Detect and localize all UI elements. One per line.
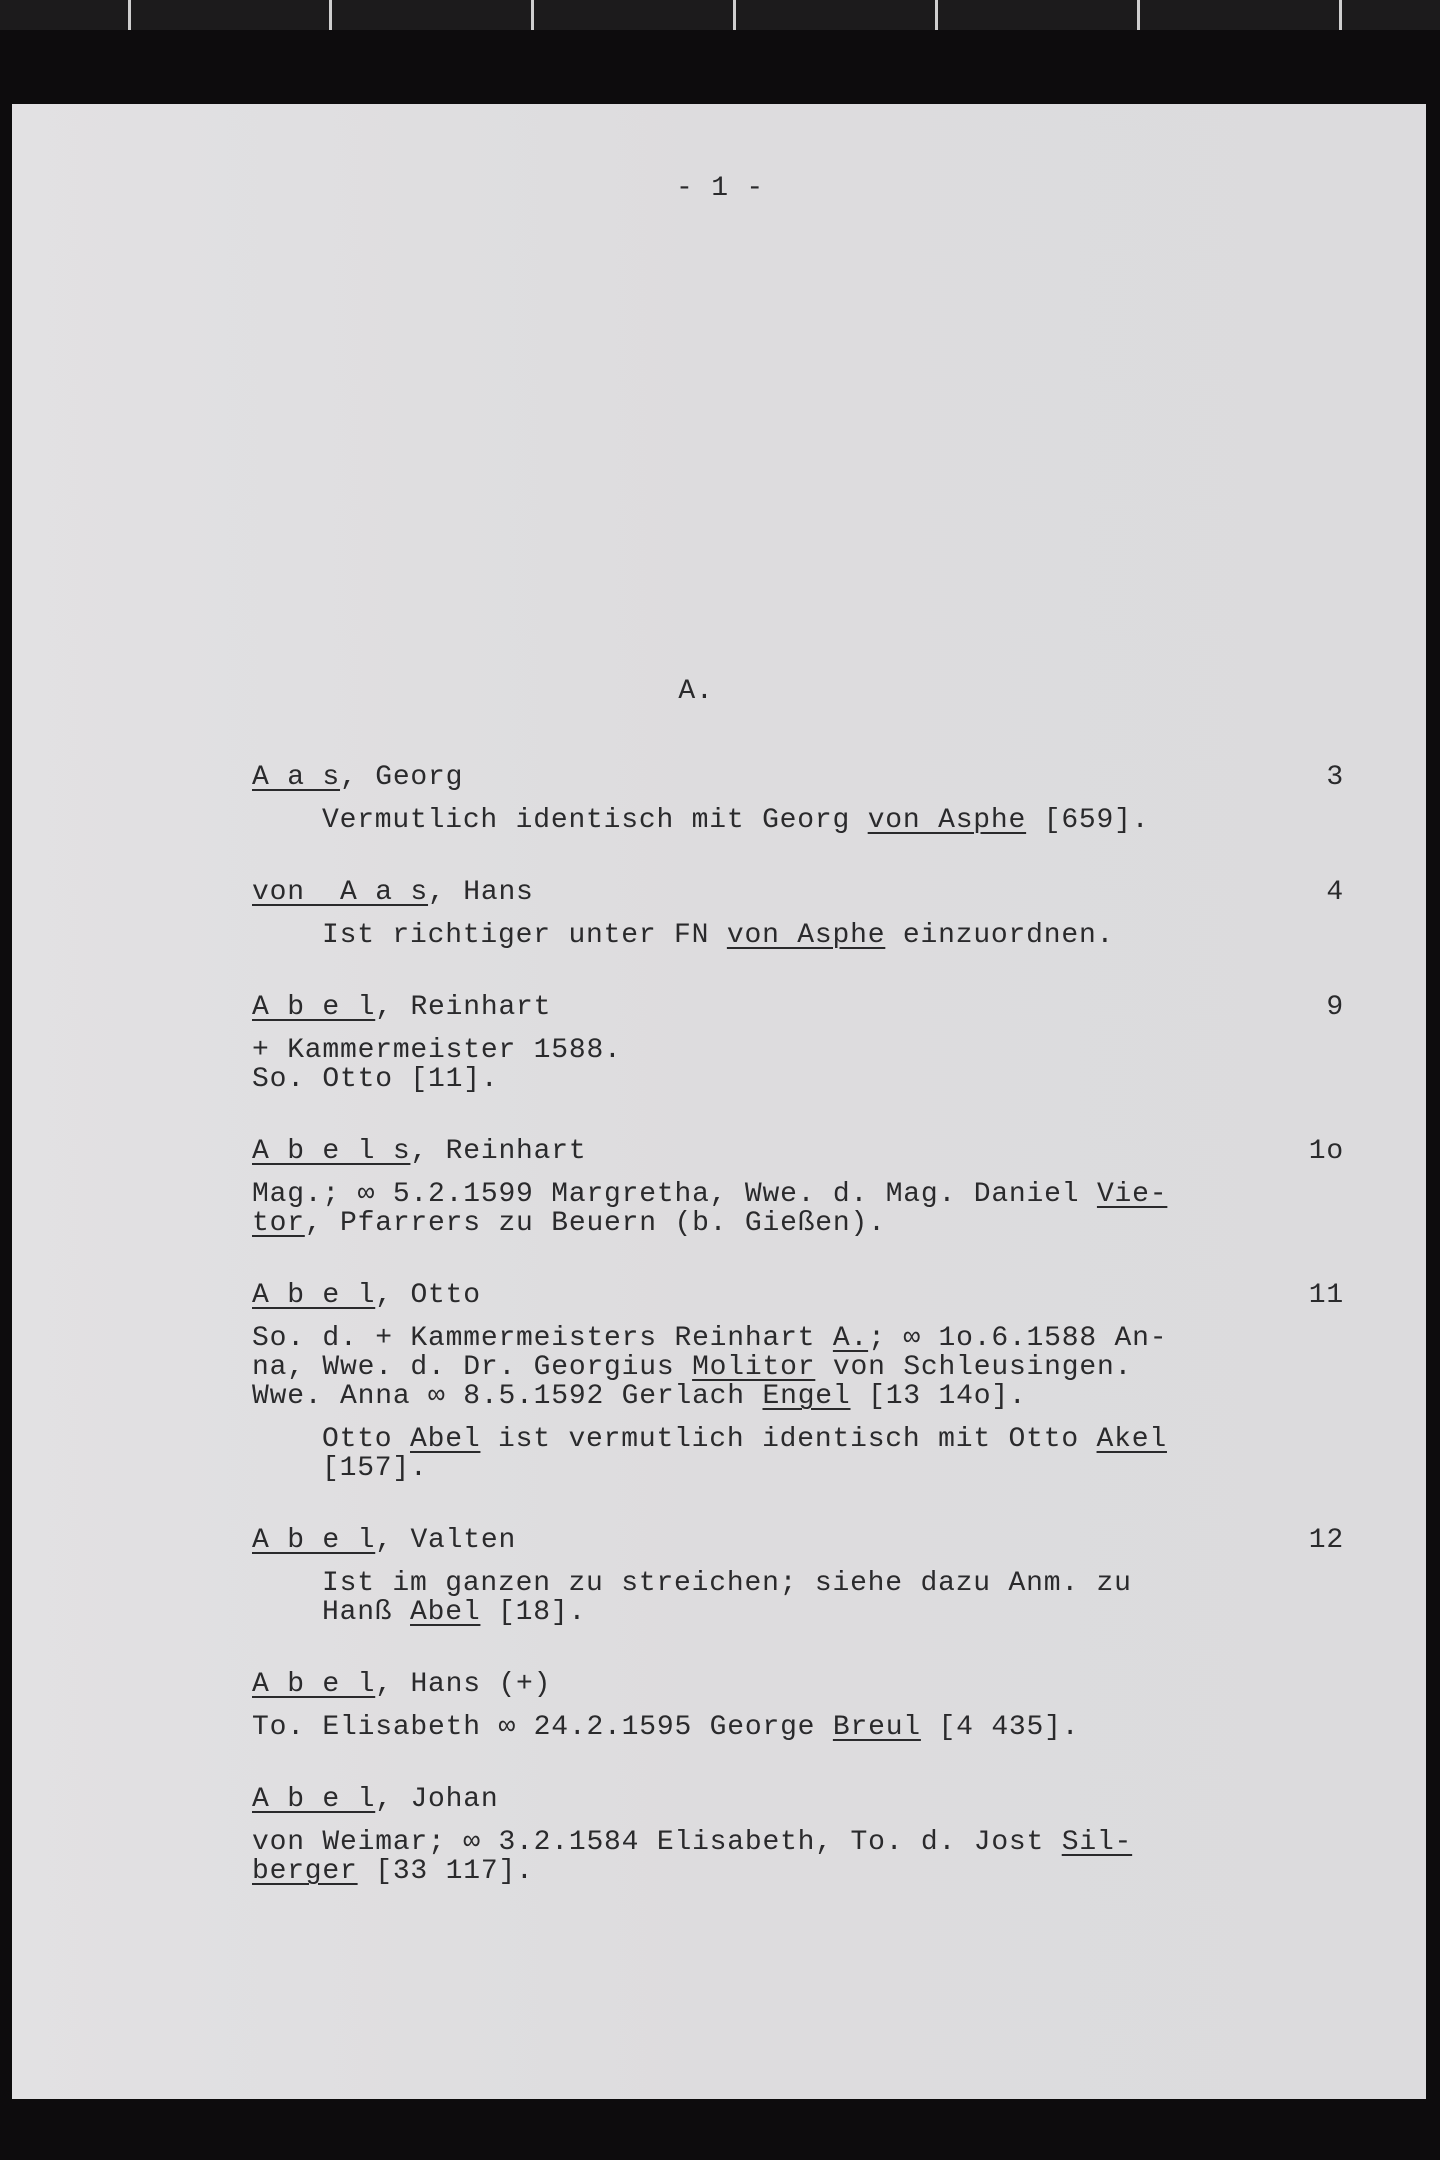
text-segment: Mag.; ∞ 5.2.1599 Margretha, Wwe. d. Mag. Daniel	[252, 1179, 1097, 1210]
text-line	[252, 1180, 1344, 1209]
entry-number: 4	[1326, 877, 1344, 908]
entry-number: 11	[1308, 1280, 1344, 1311]
text-segment: Wwe. Anna ∞ 8.5.1592 Gerlach	[252, 1381, 763, 1412]
text-segment: , Valten	[375, 1525, 517, 1556]
text-segment: ist vermutlich identisch mit Otto	[480, 1424, 1097, 1455]
text-segment: na, Wwe. d. Dr. Georgius	[252, 1352, 693, 1383]
ruler-tick	[935, 0, 938, 30]
scanner-ruler	[0, 0, 1440, 30]
entry-body	[252, 1324, 1344, 1411]
underlined-name: A b e l	[252, 992, 376, 1023]
text-line	[322, 806, 1344, 835]
underlined-name: berger	[252, 1856, 358, 1887]
underlined-name: von Asphe	[726, 920, 886, 951]
text-segment: Ist im ganzen zu streichen; siehe dazu Anm. zu	[322, 1568, 1132, 1599]
text-line	[252, 1209, 1344, 1238]
entry-heading	[252, 1281, 1344, 1310]
ruler-tick	[329, 0, 332, 30]
text-line	[252, 1353, 1344, 1382]
register-entry	[252, 1281, 1344, 1483]
underlined-name: Molitor	[692, 1352, 816, 1383]
text-segment: , Johan	[375, 1784, 499, 1815]
text-segment: Vermutlich identisch mit Georg	[322, 805, 868, 836]
underlined-name: A a s	[252, 762, 341, 793]
underlined-name: Engel	[762, 1381, 851, 1412]
underlined-name: A b e l	[252, 1525, 376, 1556]
section-letter: A.	[678, 676, 714, 707]
text-segment: , Otto	[375, 1280, 481, 1311]
text-segment: , Hans	[428, 877, 534, 908]
text-line	[322, 921, 1344, 950]
text-segment: , Georg	[340, 762, 464, 793]
register-entry	[252, 1137, 1344, 1238]
text-line	[252, 1713, 1344, 1742]
entry-note	[252, 921, 1344, 950]
underlined-name: von Asphe	[867, 805, 1027, 836]
underlined-name: Breul	[832, 1712, 921, 1743]
text-segment: [659].	[1026, 805, 1150, 836]
text-segment: von Schleusingen.	[815, 1352, 1133, 1383]
text-line	[252, 1382, 1344, 1411]
register-entry	[252, 763, 1344, 835]
page-number: - 1 -	[675, 173, 764, 204]
text-line	[252, 1065, 1344, 1094]
underlined-name: A.	[832, 1323, 869, 1354]
underlined-name: A b e l	[252, 1784, 376, 1815]
underlined-name: Vie-	[1096, 1179, 1168, 1210]
entry-body	[252, 1036, 1344, 1094]
text-segment: ; ∞ 1o.6.1588 An-	[868, 1323, 1168, 1354]
underlined-name: Sil-	[1061, 1827, 1133, 1858]
entry-heading	[252, 763, 1344, 792]
entry-list	[252, 763, 1344, 1929]
entry-heading	[252, 1785, 1344, 1814]
text-segment: einzuordnen.	[885, 920, 1115, 951]
underlined-name: A b e l s	[252, 1136, 411, 1167]
entry-number: 3	[1326, 762, 1344, 793]
text-line	[322, 1454, 1344, 1483]
underlined-name: Akel	[1096, 1424, 1167, 1455]
entry-number: 1o	[1308, 1136, 1344, 1167]
ruler-tick	[1339, 0, 1342, 30]
text-line	[322, 1569, 1344, 1598]
underlined-name: Abel	[410, 1424, 481, 1455]
text-segment: So. Otto [11].	[252, 1064, 499, 1095]
entry-heading	[252, 878, 1344, 907]
underlined-name: von A a s	[252, 877, 429, 908]
ruler-tick	[128, 0, 131, 30]
text-segment: [4 435].	[920, 1712, 1080, 1743]
entry-note	[252, 806, 1344, 835]
text-segment: Ist richtiger unter FN	[322, 920, 727, 951]
entry-note	[252, 1569, 1344, 1627]
text-segment: , Hans (+)	[375, 1669, 552, 1700]
underlined-name: A b e l	[252, 1280, 376, 1311]
underlined-name: A b e l	[252, 1669, 376, 1700]
text-segment: [33 117].	[357, 1856, 534, 1887]
register-entry	[252, 878, 1344, 950]
entry-heading	[252, 993, 1344, 1022]
text-line	[322, 1425, 1344, 1454]
underlined-name: tor	[252, 1208, 305, 1239]
entry-note	[252, 1425, 1344, 1483]
register-entry	[252, 1526, 1344, 1627]
ruler-tick	[531, 0, 534, 30]
text-line	[322, 1598, 1344, 1627]
entry-body	[252, 1828, 1344, 1886]
text-segment: [18].	[480, 1597, 587, 1628]
text-segment: [157].	[322, 1453, 428, 1484]
ruler-tick	[733, 0, 736, 30]
register-entry	[252, 993, 1344, 1094]
text-segment: von Weimar; ∞ 3.2.1584 Elisabeth, To. d. Jost	[252, 1827, 1062, 1858]
text-segment: So. d. + Kammermeisters Reinhart	[252, 1323, 833, 1354]
entry-heading	[252, 1526, 1344, 1555]
entry-number: 12	[1308, 1525, 1344, 1556]
text-segment: To. Elisabeth ∞ 24.2.1595 George	[252, 1712, 833, 1743]
text-line	[252, 1036, 1344, 1065]
text-segment: Otto	[322, 1424, 411, 1455]
ruler-tick	[1137, 0, 1140, 30]
text-segment: , Reinhart	[410, 1136, 587, 1167]
text-segment: Hanß	[322, 1597, 411, 1628]
text-segment: , Reinhart	[375, 992, 552, 1023]
entry-heading	[252, 1137, 1344, 1166]
register-entry	[252, 1785, 1344, 1886]
register-entry	[252, 1670, 1344, 1742]
text-line	[252, 1857, 1344, 1886]
underlined-name: Abel	[410, 1597, 481, 1628]
entry-body	[252, 1180, 1344, 1238]
text-segment: + Kammermeister 1588.	[252, 1035, 622, 1066]
entry-body	[252, 1713, 1344, 1742]
text-line	[252, 1828, 1344, 1857]
entry-heading	[252, 1670, 1344, 1699]
text-segment: , Pfarrers zu Beuern (b. Gießen).	[304, 1208, 886, 1239]
entry-number: 9	[1326, 992, 1344, 1023]
text-line	[252, 1324, 1344, 1353]
text-segment: [13 14o].	[850, 1381, 1027, 1412]
